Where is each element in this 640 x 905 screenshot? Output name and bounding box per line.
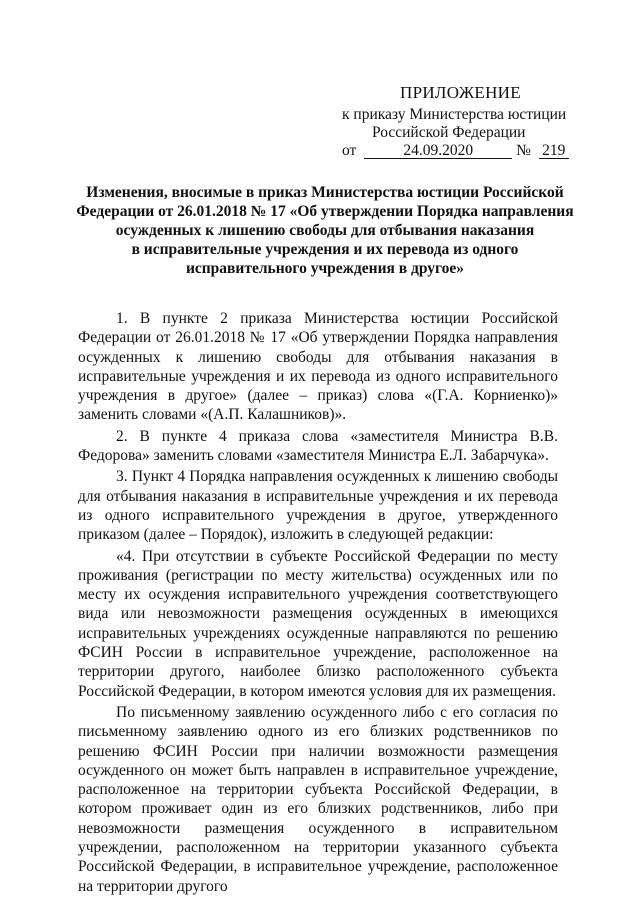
title-line: в исправительные учреждения и их перевода из одного — [131, 241, 519, 258]
appendix-block — [330, 84, 590, 160]
number-label: № — [516, 142, 531, 159]
title-line: Федерации от 26.01.2018 № 17 «Об утверждении Порядка направления — [76, 203, 574, 220]
appendix-order-line: к приказу Министерства юстиции — [342, 106, 567, 123]
paragraph-2: 2. В пункте 4 приказа слова «заместителя Министра В.В. Федорова» заменить словами «заместителя Министра Е.Л. Забарчука». — [78, 427, 558, 465]
document-title — [60, 183, 590, 278]
title-line: осужденных к лишению свободы для отбывания наказания — [115, 222, 535, 239]
from-label: от — [342, 142, 357, 159]
paragraph-5: По письменному заявлению осужденного либо с его согласия по письменному заявлению одного из его близких родственников по решению ФСИН России при наличии возможности размещения осужденного он может быть направлен в исправительное учреждение, расположенное на территории субъекта Российской Федерации, в котором проживает один из его близких родственников, либо при невозможности размещения осужденного в исправительном учреждении, расположенном на территории указанного субъекта Российской Федерации, в исправительное учреждение, расположенное на территории другого — [78, 703, 558, 895]
order-number: 219 — [539, 143, 569, 159]
order-date: 24.09.2020 — [364, 143, 512, 159]
title-line: исправительного учреждения в другое» — [185, 260, 465, 277]
appendix-header: ПРИЛОЖЕНИЕ — [400, 83, 521, 102]
appendix-federation-line: Российской Федерации — [372, 124, 526, 141]
document-body — [78, 309, 558, 896]
appendix-date-number-line — [342, 142, 590, 160]
paragraph-1: 1. В пункте 2 приказа Министерства юстиции Российской Федерации от 26.01.2018 № 17 «Об утверждении Порядка направления осужденных к лишению свободы для отбывания наказания в исправительные учреждения и их перевода из одного исправительного учреждения в другое» (далее – приказ) слова «(Г.А. Корниенко)» заменить словами «(А.П. Калашников)». — [78, 310, 558, 424]
paragraph-4-quote: «4. При отсутствии в субъекте Российской Федерации по месту проживания (регистрации по месту жительства) осужденных или по месту их осуждения исправительного учреждения соответствующего вида или невозможности размещения осужденных в имеющихся исправительных учреждениях осужденные направляются по решению ФСИН России в исправительное учреждение, расположенное на территории другого, наиболее близко расположенного субъекта Российской Федерации, в котором имеются условия для их размещения. — [78, 547, 558, 700]
title-line: Изменения, вносимые в приказ Министерства юстиции Российской — [86, 184, 564, 201]
paragraph-3: 3. Пункт 4 Порядка направления осужденных к лишению свободы для отбывания наказания в исправительные учреждения и их перевода из одного исправительного учреждения в другое, утвержденного приказом (далее – Порядок), изложить в следующей редакции: — [78, 468, 558, 544]
